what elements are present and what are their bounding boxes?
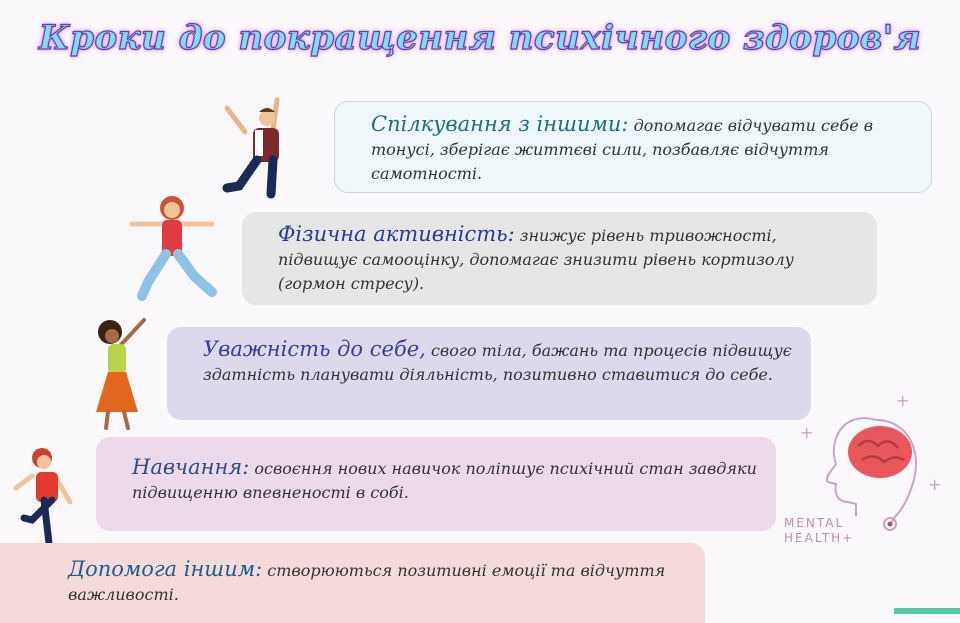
card-text: освоєння нових навичок поліпшує психічний стан завдяки підвищенню впевненості в собі. [132, 459, 757, 502]
card-helping-others [0, 543, 705, 623]
dancing-woman-illustration [86, 314, 156, 434]
svg-text:+: + [896, 391, 910, 410]
page-title: Кроки до покращення психічного здоров'я [38, 18, 922, 58]
stretching-girl-illustration [128, 192, 220, 302]
card-heading: Допомога іншим: [68, 557, 263, 581]
card-heading: Уважність до себе, [203, 337, 426, 361]
card-heading: Спілкування з іншими: [371, 112, 629, 136]
card-mindfulness [167, 327, 811, 420]
thinking-boy-illustration [10, 444, 90, 556]
card-learning [96, 437, 776, 531]
jumping-man-illustration [215, 96, 295, 206]
svg-text:+: + [800, 423, 814, 442]
card-communication [334, 101, 932, 193]
card-text: створюються позитивні емоції та відчуття важливості. [68, 561, 666, 604]
card-heading: Навчання: [132, 455, 250, 479]
card-text: свого тіла, бажань та процесів підвищує здатність планувати діяльність, позитивно ставитися до себе. [203, 341, 792, 384]
badge-line-2: HEALTH+ [784, 531, 855, 545]
corner-accent [894, 608, 960, 614]
mental-health-badge [784, 516, 854, 546]
card-text: допомагає відчувати себе в тонусі, зберігає життєві сили, позбавляє відчуття самотності. [371, 116, 874, 183]
card-heading: Фізична активність: [278, 222, 515, 246]
card-physical-activity [242, 212, 877, 305]
badge-line-1: MENTAL [784, 516, 845, 530]
card-text: знижує рівень тривожності, підвищує самооцінку, допомагає знизити рівень кортизолу (гормон стресу). [278, 226, 794, 293]
svg-text:+: + [928, 475, 942, 494]
